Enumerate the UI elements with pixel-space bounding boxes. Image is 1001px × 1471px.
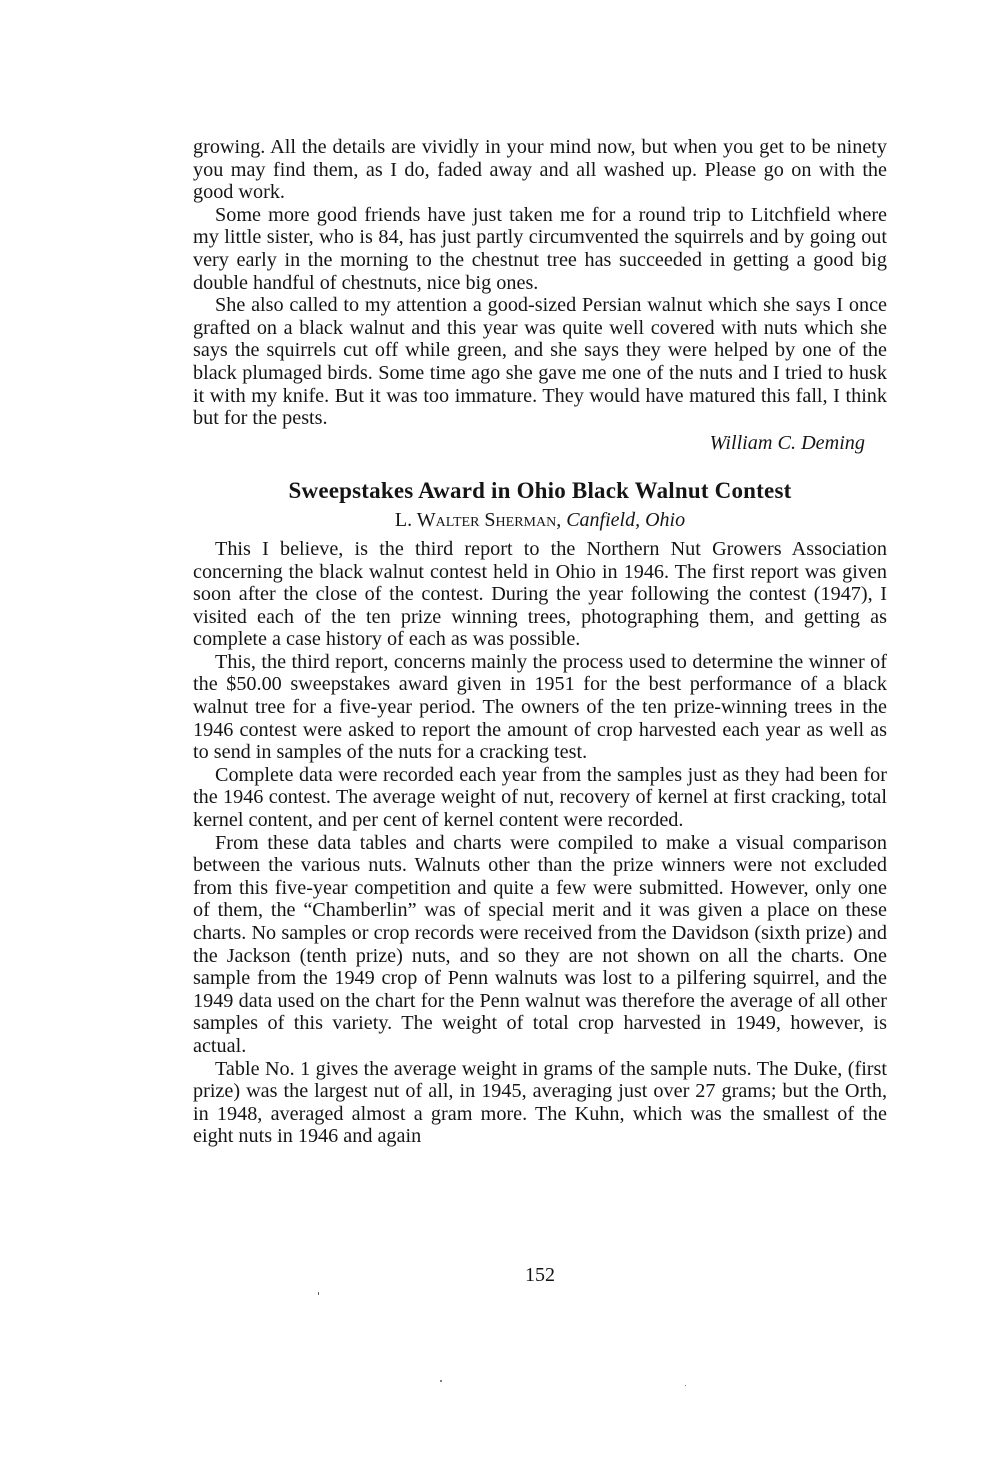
article-paragraph: Table No. 1 gives the average weight in grams of the sample nuts. The Duke, (first prize) was the largest nut of all, in 1945, averaging just over 27 grams; but the Orth, in 1948, averaged almost a gram more. The Kuhn, which was the smallest of the eight nuts in 1946 and again xyxy=(193,1057,887,1148)
article-title: Sweepstakes Award in Ohio Black Walnut Contest xyxy=(288,478,792,504)
author-location: Canfield, Ohio xyxy=(566,509,686,532)
document-page xyxy=(193,136,887,1286)
author-name: L. Walter Sherman, xyxy=(394,509,562,532)
scan-speck xyxy=(440,1380,442,1382)
letter-paragraph: growing. All the details are vividly in your mind now, but when you get to be ninety you may find them, as I do, faded away and all washed up. Please go on with the good work. xyxy=(193,136,887,204)
scan-speck xyxy=(318,1292,319,1295)
scan-speck xyxy=(685,1385,686,1386)
article-paragraph: This, the third report, concerns mainly the process used to determine the winner of the $50.00 sweepstakes award given in 1951 for the best performance of a black walnut tree for a five-year period. The owners of the ten prize-winning trees in the 1946 contest were asked to report the amount of crop harvested each year as well as to send in samples of the nuts for a cracking test. xyxy=(193,650,887,764)
letter-paragraph: She also called to my attention a good-sized Persian walnut which she says I once grafted on a black walnut and this year was quite well covered with nuts which she says the squirrels cut off while green, and she says they were helped by one of the black plumaged birds. Some time ago she gave me one of the nuts and I tried to husk it with my knife. But it was too immature. They would have matured this fall, I think but for the pests. xyxy=(193,294,887,430)
article-paragraph: This I believe, is the third report to the Northern Nut Growers Association concerning the black walnut contest held in Ohio in 1946. The first report was given soon after the close of the contest. During the year following the contest (1947), I visited each of the ten prize winning trees, photographing them, and getting as complete a case history of each as was possible. xyxy=(193,537,887,651)
article-byline xyxy=(193,509,887,532)
letter-signature: William C. Deming xyxy=(709,431,865,454)
page-number: 152 xyxy=(525,1264,555,1286)
article-paragraph: Complete data were recorded each year from the samples just as they had been for the 1946 contest. The average weight of nut, recovery of kernel at first cracking, total kernel content, and per cent of kernel content were recorded. xyxy=(193,763,887,832)
article-paragraph: From these data tables and charts were compiled to make a visual comparison between the various nuts. Walnuts other than the prize winners were not excluded from this five-year competition and quite a few were submitted. However, only one of them, the “Chamberlin” was of special merit and it was given a place on these charts. No samples or crop records were received from the Davidson (sixth prize) and the Jackson (tenth prize) nuts, and so they are not shown on all the charts. One sample from the 1949 crop of Penn walnuts was lost to a pilfering squirrel, and the 1949 data used on the chart for the Penn walnut was therefore the average of all other samples of this variety. The weight of total crop harvested in 1949, however, is actual. xyxy=(193,831,887,1057)
letter-paragraph: Some more good friends have just taken me for a round trip to Litchfield where my little sister, who is 84, has just partly circumvented the squirrels and by going out very early in the morning to the chestnut tree has succeeded in getting a good big double handful of chestnuts, nice big ones. xyxy=(193,203,887,294)
